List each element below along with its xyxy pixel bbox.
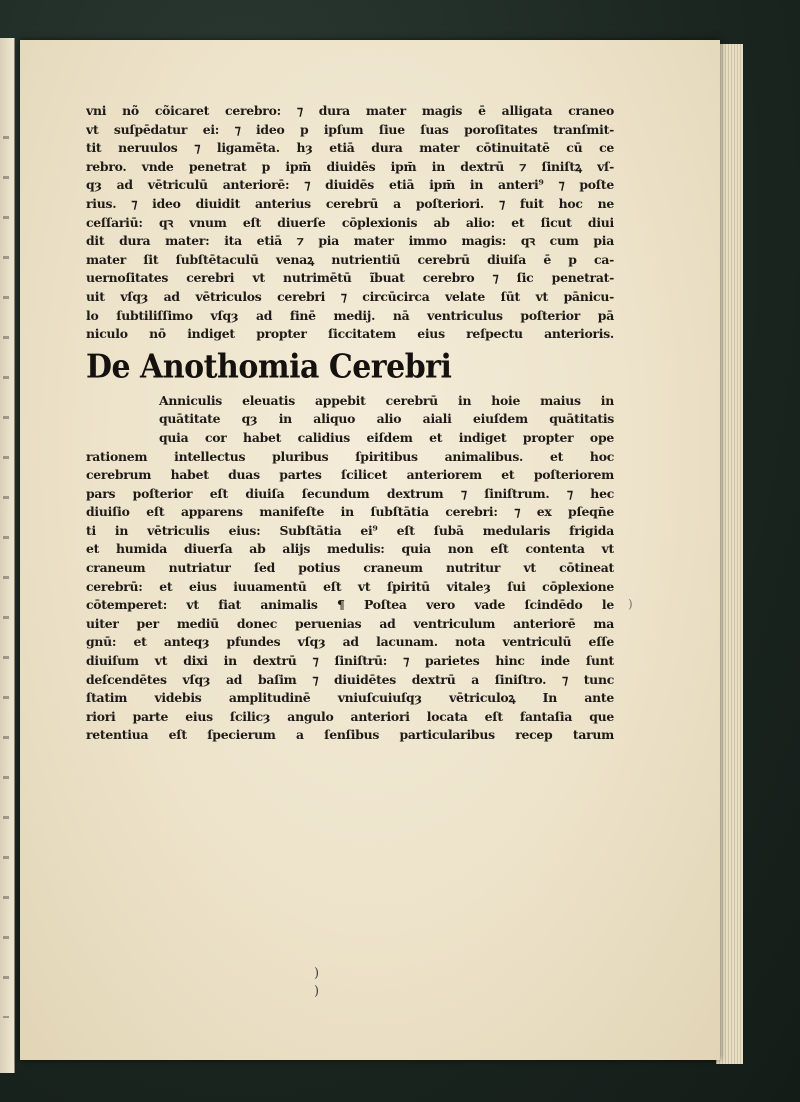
text-line: rebro. vnde penetrat p ipm̄ diuidēs ipm̄ in dextrū ⁊ ſiniſtꝝ vſ- xyxy=(86,158,614,174)
text-line: ſtatim videbis amplitudinē vniuſcuiuſqȝ vētriculoꝝ In ante xyxy=(86,690,614,706)
text-line: riori parte eius ſcilicȝ angulo anteriori locata eſt fantaſia que xyxy=(86,708,614,724)
text-line: mater ſit ſubſtētaculū venaꝝ nutrientiū cerebrū diuiſa ē p ca- xyxy=(86,251,614,267)
text-line: cerebrum habet duas partes ſcilicet anteriorem et poſteriorem xyxy=(86,467,614,483)
text-line: retentiua eſt ſpecierum a ſenſibus particularibus recep tarum xyxy=(86,727,614,743)
previous-leaf-edge xyxy=(0,38,15,1073)
margin-mark: ) xyxy=(628,597,633,611)
text-line: gnū: et anteqȝ pfundes vſqȝ ad lacunam. nota ventriculū eſſe xyxy=(86,634,614,650)
text-line: et humida diuerſa ab alijs medulis: quia non eſt contenta vt xyxy=(86,541,614,557)
text-line: diuiſum vt dixi in dextrū ⁊ ſiniſtrū: ⁊ parietes hinc inde ſunt xyxy=(86,653,614,669)
section-heading: De Anothomia Cerebri xyxy=(86,348,452,387)
paragraph-after-heading xyxy=(86,392,614,745)
text-line: lo ſubtiliſſimo vſqȝ ad finē medij. nā ventriculus poſterior pā xyxy=(86,307,614,323)
section-heading-wrap xyxy=(86,348,614,392)
text-line: uernoſitates cerebri vt nutrimētū ĩbuat cerebro ⁊ ſic penetrat- xyxy=(86,270,614,286)
paragraph-before-heading xyxy=(86,102,614,344)
text-line: uiter per mediū donec peruenias ad ventriculum anteriorē ma xyxy=(86,615,614,631)
book-page xyxy=(20,40,720,1060)
text-line: rationem intellectus pluribus ſpiritibus animalibus. et hoc xyxy=(86,448,614,464)
text-block xyxy=(86,102,614,745)
bottom-mark: ) xyxy=(314,984,320,999)
text-line: quia cor habet calidius eiſdem et indiget propter ope xyxy=(159,429,614,445)
page-block-edge xyxy=(716,44,743,1064)
text-line: niculo nō indiget propter ſiccitatem eius reſpectu anterioris. xyxy=(86,326,614,342)
text-line: craneum nutriatur ſed potius craneum nutritur vt cōtineat xyxy=(86,560,614,576)
text-line: ceſſariū: qꝛ vnum eſt diuerſe cōplexionis ab alio: et ſicut diui xyxy=(86,214,614,230)
text-line: dit dura mater: ita etiā ⁊ pia mater immo magis: qꝛ cum pia xyxy=(86,233,614,249)
text-line: diuiſio eſt apparens manifeſte in ſubſtātia cerebri: ⁊ ex pſeqn̄e xyxy=(86,504,614,520)
text-line: Anniculis eleuatis appebit cerebrū in hoie maius in xyxy=(159,392,614,408)
text-line: tit neruulos ⁊ ligamēta. hȝ etiā dura mater cōtinuitatē cū ce xyxy=(86,140,614,156)
text-line: vni nõ cõicaret cerebro: ⁊ dura mater magis ē alligata craneo xyxy=(86,103,614,118)
text-line: uit vſqȝ ad vētriculos cerebri ⁊ circūcirca velate ſūt vt pānicu- xyxy=(86,288,614,304)
text-line: cōtemperet: vt fiat animalis ¶ Poſtea vero vade ſcindēdo le xyxy=(86,597,614,613)
bottom-mark: ) xyxy=(314,966,320,981)
text-line: quātitate qȝ in aliquo alio aiali eiuſdem quātitatis xyxy=(159,411,614,427)
text-line: cerebrū: et eius iuuamentū eſt vt ſpiritū vitaleȝ ſui cōplexione xyxy=(86,578,614,594)
text-line: qȝ ad vētriculū anteriorē: ⁊ diuidēs etiā ipm̄ in anteri⁹ ⁊ poſte xyxy=(86,177,614,193)
text-line: ti in vētriculis eius: Subſtātia ei⁹ eſt ſubā medularis frigida xyxy=(86,522,614,538)
text-line: pars poſterior eſt diuiſa ſecundum dextrum ⁊ ſiniſtrum. ⁊ hec xyxy=(86,485,614,501)
text-line: deſcendētes vſqȝ ad baſim ⁊ diuidētes dextrū a ſiniſtro. ⁊ tunc xyxy=(86,671,614,687)
text-line: rius. ⁊ ideo diuidit anterius cerebrū a poſteriori. ⁊ fuit hoc ne xyxy=(86,195,614,211)
text-line: vt suſpēdatur ei: ⁊ ideo p ipſum ſiue ſuas poroſitates tranſmit- xyxy=(86,121,614,137)
